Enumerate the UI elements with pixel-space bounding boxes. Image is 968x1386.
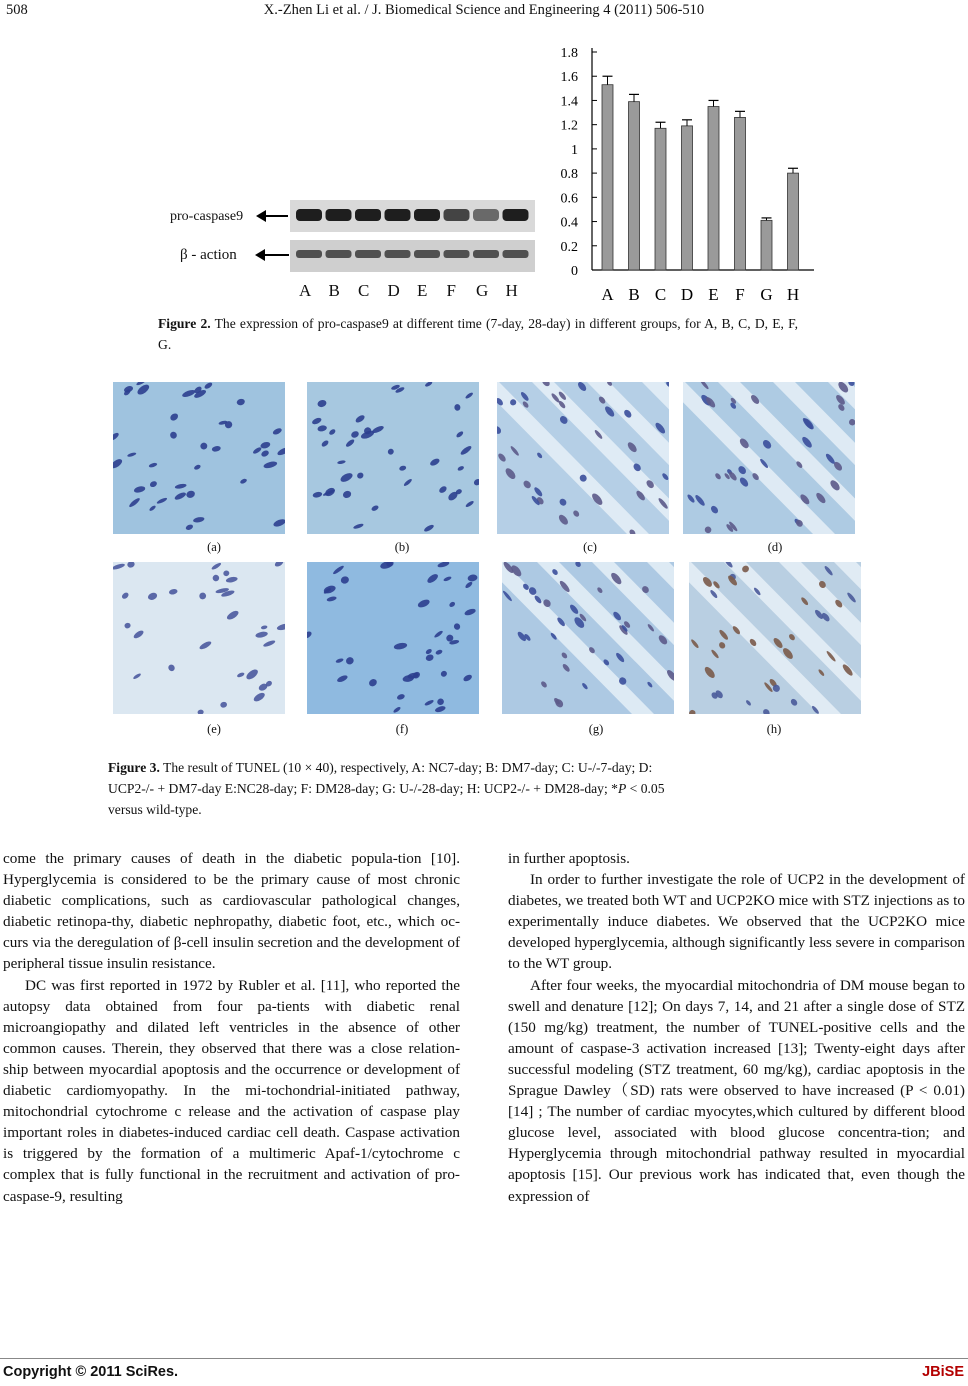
blot-lane-label: C — [358, 281, 370, 300]
footer-rule — [0, 1358, 968, 1359]
bar-g — [761, 220, 772, 270]
tunel-panel-c — [497, 382, 669, 534]
panel-label-a: (a) — [207, 540, 221, 554]
x-tick-label: A — [601, 285, 614, 304]
paragraph: come the primary causes of death in the diabetic popula-tion [10]. Hyperglycemia is considered to be the primary cause of most chronic diabetic complications, such as cardiovascular pathological changes, diabetic retinopa-thy, diabetic nephropathy, diabetic foot, etc., which oc-curs via the deregulation of β-cell insulin secretion and the development of peripheral tissue insulin resistance. — [3, 850, 460, 973]
blot-label-beta-actin: β - action — [180, 247, 237, 263]
blot-lane-label: G — [476, 281, 489, 300]
tunel-panel-h — [689, 562, 861, 714]
tunel-panel-b — [307, 382, 479, 534]
y-tick-label: 0.6 — [560, 191, 578, 207]
western-blot — [160, 195, 540, 305]
blot-band — [385, 209, 411, 221]
running-title: X.-Zhen Li et al. / J. Biomedical Science and Engineering 4 (2011) 506-510 — [263, 2, 705, 18]
figure3-caption-line: UCP2-/- + DM7-day E:NC28-day; F: DM28-day; G: U-/-28-day; H: UCP2-/- + DM28-day; * — [108, 781, 618, 796]
blot-band — [296, 209, 322, 221]
body-right-column — [508, 848, 965, 1207]
y-tick-label: 1.4 — [560, 94, 578, 110]
footer-journal: JBiSE — [922, 1364, 964, 1380]
y-tick-label: 1.8 — [560, 46, 578, 61]
figure3-caption-italic: P — [617, 781, 627, 796]
paragraph: After four weeks, the myocardial mitochondria of DM mouse began to swell and denature [12]; On days 7, 14, and 21 after a single dose of STZ (150 mg/kg) treatment, the number of TUNEL-positive cells and the amount of caspase-3 activation increased [13]; Twenty-eight days after successful modeling (STZ treatment, 60 mg/kg), cardiac apoptosis in the Sprague Dawley（SD) rats were observed to have increased (P < 0.01) [14] ; The number of cardiac myocytes,which cultured by different blood glucose level, associated with blood glucose concentra-tion; and Hyperglycemia through mitochondrial pathway resulted in myocardial apoptosis [15]. Our previous work has indicated that, even though the expression of — [508, 976, 965, 1205]
tunel-panel-d — [683, 382, 855, 534]
bar-a — [602, 85, 613, 270]
x-tick-label: C — [654, 285, 667, 304]
y-tick-label: 0 — [571, 264, 578, 279]
figure3-caption-line: < 0.05 — [626, 781, 665, 796]
bar-e — [708, 107, 719, 271]
panel-label-g: (g) — [588, 722, 604, 736]
body-left-column — [3, 848, 460, 1207]
x-tick-label: D — [680, 285, 694, 304]
blot-lane-labels — [295, 281, 535, 301]
y-tick-label: 1.2 — [560, 118, 578, 134]
blot-label-procaspase9: pro-caspase9 — [170, 209, 244, 224]
blot-lane-label: A — [299, 281, 312, 300]
blot-lane-label: E — [417, 281, 428, 300]
panel-label-h: (h) — [766, 722, 782, 736]
blot-lane-label: F — [446, 281, 456, 300]
blot-band — [326, 250, 352, 258]
y-tick-label: 0.2 — [560, 239, 578, 255]
figure3-caption-line: versus wild-type. — [108, 802, 202, 817]
y-tick-label: 0.8 — [560, 167, 578, 183]
blot-band — [503, 250, 529, 258]
blot-band — [444, 209, 470, 221]
bar-f — [735, 117, 746, 270]
tunel-panel-g — [502, 562, 674, 714]
x-tick-label: F — [735, 285, 745, 304]
blot-band — [355, 209, 381, 221]
footer-copyright: Copyright © 2011 SciRes. — [3, 1364, 179, 1380]
bar-b — [629, 102, 640, 270]
x-tick-label: E — [708, 285, 719, 304]
x-tick-label: B — [628, 285, 640, 304]
blot-band — [473, 250, 499, 258]
panel-label-e: (e) — [207, 722, 221, 736]
tunel-panel-f — [307, 562, 479, 714]
blot-band — [414, 250, 440, 258]
paragraph: In order to further investigate the role of UCP2 in the development of diabetes, we treated both WT and UCP2KO mice with STZ injections as to experimentally induce diabetes. We observed that the UCP2KO mice developed hyperglycemia, although significantly less severe in comparison to the WT group. — [508, 871, 965, 973]
y-tick-label: 0.4 — [560, 215, 578, 231]
panel-label-f: (f) — [395, 722, 409, 736]
blot-band — [326, 209, 352, 221]
blot-lane-label: B — [328, 281, 340, 300]
x-tick-label: G — [760, 285, 773, 304]
blot-band — [385, 250, 411, 258]
blot-gel-image — [290, 200, 535, 272]
panel-label-c: (c) — [583, 540, 597, 554]
y-tick-label: 1 — [571, 142, 578, 158]
figure3-caption-line: The result of TUNEL (10 × 40), respectively, A: NC7-day; B: DM7-day; C: U-/-7-day; D: — [159, 760, 653, 775]
page-header — [6, 2, 962, 24]
arrow-icon — [255, 248, 291, 267]
blot-band — [444, 250, 470, 258]
bar-c — [655, 128, 666, 270]
panel-label-b: (b) — [394, 540, 410, 554]
tunel-panel-a — [113, 382, 285, 534]
panel-label-d: (d) — [767, 540, 783, 554]
figure2-caption-text: The expression of pro-caspase9 at different time (7-day, 28-day) in different groups, for A, B, C, D, E, F, G. — [158, 316, 798, 352]
tunel-panel-e — [113, 562, 285, 714]
blot-band — [473, 209, 499, 221]
figure3-caption-label: Figure 3. — [108, 760, 160, 775]
y-tick-label: 1.6 — [560, 70, 578, 86]
bar-h — [788, 173, 799, 270]
paragraph: DC was first reported in 1972 by Rubler et al. [11], who reported the autopsy data obtained from four pa-tients with diabetic renal microangiopathy and dilated left ventricles in the absence of other common causes. Therein, they observed that there was a close relation-ship between myocardial apoptosis and the occurrence or development of diabetic cardiomyopathy. In the mi-tochondrial-initiated pathway, mitochondrial cytochrome c release and the activation of caspase play important roles in diabetes-induced cardiac cell death. Caspase activation is triggered by the formation of a multimeric Apaf-1/cytochrome c complex that is fully functional in the recruitment and activation of pro-caspase-9, resulting — [3, 976, 460, 1205]
blot-lane-label: D — [387, 281, 400, 300]
page-number: 508 — [6, 2, 28, 18]
blot-band — [503, 209, 529, 221]
figure2-caption-label: Figure 2. — [158, 316, 211, 331]
figure2-caption — [158, 313, 798, 355]
paragraph: in further apoptosis. — [508, 850, 630, 867]
x-tick-label: H — [786, 285, 800, 304]
blot-band — [296, 250, 322, 258]
pro-caspase9-bar-chart — [550, 40, 820, 305]
figure3-caption — [108, 757, 868, 820]
blot-band — [414, 209, 440, 221]
bar-d — [682, 126, 693, 270]
blot-lane-label: H — [505, 281, 518, 300]
arrow-icon — [256, 209, 290, 228]
blot-band — [355, 250, 381, 258]
